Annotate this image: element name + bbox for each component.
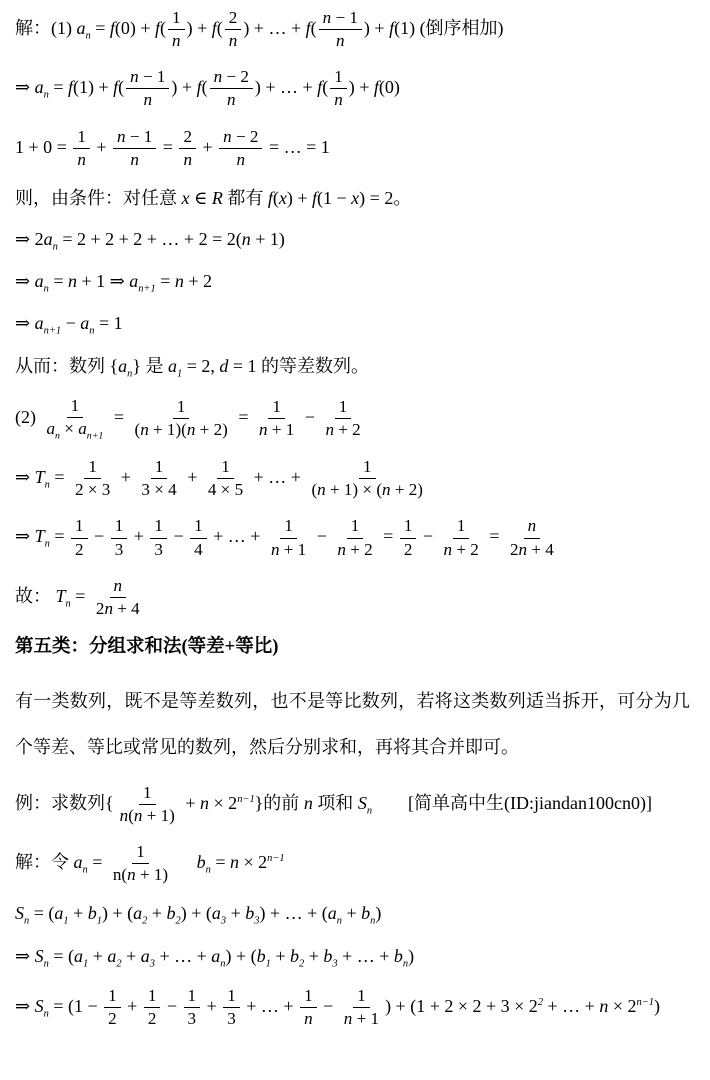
fraction: $\frac{1}{n + 2}$: [443, 516, 479, 559]
solution1-double-sum-line: ⇒ $2a_n = 2 + 2 + 2$ + … + 2 = 2(n + 1): [15, 229, 285, 253]
solution2-result-line: 故： $T_n$ = $\frac{n}{2n + 4}$: [15, 576, 690, 619]
fraction: $\frac{1}{2}$: [104, 986, 121, 1029]
fraction: $\frac{1}{2}$: [144, 986, 161, 1029]
fraction: $\frac{1}{3 \times 4}$: [141, 457, 177, 500]
fraction: $\frac{1}{3}$: [184, 986, 201, 1029]
fraction: $\frac{n - 2}{n}$: [219, 127, 262, 170]
fraction: $\frac{1}{n + 1}$: [259, 396, 295, 439]
method-intro-paragraph: 有一类数列，既不是等差数列，也不是等比数列，若将这类数列适当拆开，可分为几个等差、等比或常见的数列，然后分别求和，再将其合并即可。: [15, 690, 690, 757]
fraction: $\frac{1}{n + 1}$: [343, 985, 380, 1028]
fraction: $\frac{2}{n}$: [225, 8, 242, 51]
example-sn-separated-line: ⇒ $S_n = (a_1 + a_2 + a_3$ + … + $a_n) + (b_1 + b_2 + b_3$ + … + $b_n$): [15, 945, 415, 970]
fraction: $\frac{1}{n + 2}$: [325, 396, 361, 439]
fraction: $\frac{1}{a_n \times a_{n+1}}$: [46, 395, 104, 442]
example-setup-line: 解：令 $a_n$ = $\frac{1}{n(n + 1)}$ $b_n = n \times 2^{n-1}$: [15, 842, 285, 885]
fraction: $\frac{n}{2n + 4}$: [509, 516, 554, 559]
fraction: $\frac{1}{n}$: [330, 67, 347, 110]
solution1-reversed-sum-line: ⇒ $a_n = f(1) + f$( $\frac{n - 1}{n}$ ) + f( $\frac{n - 2}{n}$ ) + … + f( $\frac{1}{n}$ ) + f(0): [15, 67, 400, 110]
fraction: $\frac{1}{4 \times 5}$: [207, 457, 244, 500]
fraction: $\frac{n - 1}{n}$: [126, 67, 169, 110]
solution2-partial-fraction-line: (2) $\frac{1}{a_n \times a_{n+1}}$ = $\frac{1}{(n + 1)(n + 2)}$ = $\frac{1}{n + 1}$ − $\frac{1}{n + 2}$: [15, 396, 690, 442]
document-body: [15, 8, 690, 1029]
fraction: $\frac{1}{n + 1}$: [270, 516, 307, 559]
section-heading: 第五类：分组求和法(等差+等比): [15, 637, 279, 658]
fraction: $\frac{1}{2}$: [71, 516, 88, 559]
fraction: $\frac{1}{(n + 1)(n + 2)}$: [134, 396, 228, 439]
fraction: $\frac{2}{n}$: [179, 127, 196, 170]
fraction: $\frac{1}{n + 2}$: [337, 516, 373, 559]
fraction: $\frac{1}{(n + 1) \times (n + 2)}$: [311, 457, 423, 500]
fraction: $\frac{1}{3}$: [223, 986, 240, 1029]
example-problem-line: 例：求数列{ $\frac{1}{n(n + 1)}$ + $n \times 2^{n-1}$}的前 n 项和 $S_n$ [简单高中生(ID:jiandan100cn0)]: [15, 782, 652, 825]
fraction: $\frac{n - 1}{n}$: [113, 127, 156, 170]
fraction: $\frac{1}{4}$: [190, 516, 207, 559]
fraction: $\frac{1}{2 \times 3}$: [74, 457, 111, 500]
fraction: $\frac{1}{2}$: [400, 516, 417, 559]
solution1-general-term-line: ⇒ $a_n = n + 1$ ⇒ $a_{n+1} = n + 2$: [15, 271, 212, 295]
fraction: $\frac{1}{n(n + 1)}$: [119, 782, 175, 825]
fraction: $\frac{1}{n(n + 1)}$: [112, 842, 169, 885]
solution1-pairing-line: 1 + 0 = $\frac{1}{n}$ + $\frac{n - 1}{n}$ = $\frac{2}{n}$ + $\frac{n - 2}{n}$ = … = 1: [15, 126, 330, 169]
example-sn-expanded-line: ⇒ $S_n = (1$ − $\frac{1}{2}$ + $\frac{1}{2}$ − $\frac{1}{3}$ + $\frac{1}{3}$ + … + $\frac{1}{n}$ − $\frac{1}{n + 1}$ ) + ($1 + 2 \times 2 + 3 \times 2^2$ + … + $n \times 2^{n-1}$): [15, 985, 660, 1028]
fraction: $\frac{1}{3}$: [150, 516, 167, 559]
solution1-condition-line: 则，由条件：对任意 x ∈ R 都有 f(x) + f(1 − x) = 2。: [15, 187, 412, 208]
solution2-telescoping-line: ⇒ $T_n$ = $\frac{1}{2}$ − $\frac{1}{3}$ + $\frac{1}{3}$ − $\frac{1}{4}$ + … + $\frac{1}{n + 1}$ − $\frac{1}{n + 2}$ = $\frac{1}{2}$ − $\frac{1}{n + 2}$ = $\frac{n}{2n + 4}$: [15, 516, 690, 559]
solution1-reverse-order-line: 解：(1) $a_n = f(0) + f$( $\frac{1}{n}$ ) + f( $\frac{2}{n}$ ) + … + f( $\frac{n - 1}{n}$ ) + f(1) (倒序相加): [15, 8, 504, 51]
solution1-difference-line: ⇒ $a_{n+1} - a_n = 1$: [15, 313, 123, 338]
fraction: $\frac{n - 2}{n}$: [210, 67, 253, 110]
fraction: $\frac{1}{n}$: [168, 8, 185, 51]
fraction: $\frac{1}{3}$: [111, 516, 128, 559]
fraction: $\frac{1}{n}$: [300, 986, 317, 1029]
solution1-conclusion-line: 从而：数列 $\{a_n\}$ 是 $a_1 = 2$, d = 1 的等差数列。: [15, 355, 370, 380]
fraction: $\frac{n - 1}{n}$: [319, 8, 362, 51]
fraction: $\frac{n}{2n + 4}$: [95, 575, 140, 618]
example-sn-grouped-line: $S_n = (a_1 + b_1) + (a_2 + b_2) + (a_3 + b_3)$ + … + $(a_n + b_n)$: [15, 903, 382, 928]
fraction: $\frac{1}{n}$: [73, 127, 90, 170]
solution2-tn-expansion-line: ⇒ $T_n$ = $\frac{1}{2 \times 3}$ + $\frac{1}{3 \times 4}$ + $\frac{1}{4 \times 5}$ + … + $\frac{1}{(n + 1) \times (n + 2)}$: [15, 457, 690, 500]
